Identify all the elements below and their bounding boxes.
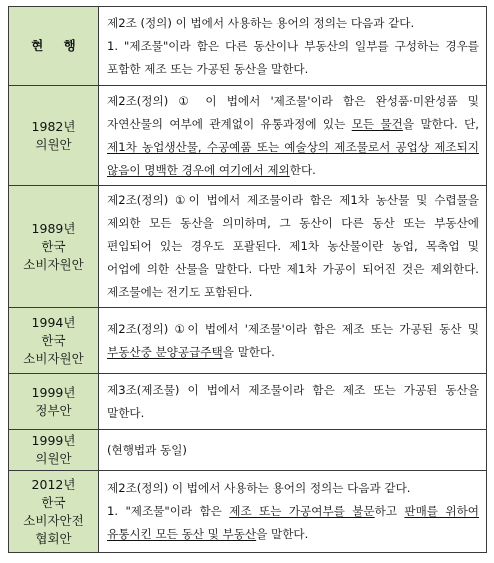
row-content-cell [99,186,487,308]
definition-paragraph [107,477,479,500]
comparison-table-container [8,6,487,553]
text-segment: 을 말한다. [256,527,309,541]
table-row [9,86,487,186]
row-label-cell [9,374,99,430]
text-segment: 제2조(정의) ① 이 법에서 '제조물'이라 함은 완성품·미완성품 및 자연산물의 여부에 관계없이 유통과정에 있는 [107,93,479,131]
table-row [9,374,487,430]
table-row [9,471,487,553]
definition-paragraph [107,189,479,304]
row-label-line: 소비자안전 [23,512,84,528]
text-segment: 을 말한다. 단, [402,116,479,131]
underlined-text-segment: 판매를 위하여 유통시킨 모든 동산 및 부동산 [107,504,479,541]
table-row [9,7,487,86]
row-label-line: 한국 [41,494,66,510]
row-label-line: 의원안 [35,451,72,466]
text-segment: 제2조(정의) 이 법에서 사용하는 용어의 정의는 다음과 같다. [107,481,411,495]
row-content-cell [99,7,487,86]
row-content-cell [99,471,487,553]
text-segment: 하고 [374,504,405,518]
row-label-cell [9,86,99,186]
row-label-line: 한국 [41,238,66,254]
row-label-cell [9,7,99,86]
row-label-line: 1999년 [31,433,76,448]
definition-paragraph [107,12,479,35]
definition-paragraph [107,379,479,425]
row-content-cell [99,374,487,430]
table-row [9,186,487,308]
text-segment: 제2조 (정의) 이 법에서 사용하는 용어의 정의는 다음과 같다. [107,15,415,30]
text-segment: 제3조(제조물) 이 법에서 제조물이라 함은 제조 또는 가공된 동산을 말한다. [107,382,479,420]
definition-paragraph [107,90,479,182]
row-label-cell [9,471,99,553]
row-label-line: 1994년 [31,314,76,330]
row-label-line: 1999년 [31,384,76,400]
underlined-text-segment: 모든 물건 [351,116,403,131]
definition-paragraph [107,500,479,546]
text-segment: 한다. [289,162,316,177]
row-label-line: 현 행 [31,38,84,53]
row-label-line: 1989년 [31,220,76,236]
row-content-cell [99,308,487,374]
text-segment: 을 말한다. [222,344,275,359]
definition-comparison-table [8,6,487,553]
underlined-text-segment: 제1차 농업생산물, 수공예품 또는 예술상의 제조물로서 공업상 제조되지 않음이 명백한 경우에 여기에서 제외 [107,139,479,177]
row-content-cell [99,430,487,471]
text-segment: 제2조(정의) ①이 법에서 제조물이라 함은 제1차 농산물 및 수렵물을 제외한 모든 동산을 의미하며, 그 동산이 다른 동산 또는 부동산에 편입되어 있는 경우도 포괄된다. 제1차 농산물이란 농업, 목축업 및 어업에 의한 산물을 말한다. 다만 제1차 가공이 되어진 것은 제외한다. 제조물에는 전기도 포함된다. [107,193,479,299]
row-label-line: 1982년 [31,118,76,134]
underlined-text-segment: 제조 또는 가공여부를 불문 [229,504,375,518]
row-label-line: 2012년 [31,476,76,492]
definition-paragraph [107,439,479,462]
text-segment: 1. "제조물"이라 함은 다른 동산이나 부동산의 일부를 구성하는 경우를 포함한 제조 또는 가공된 동산을 말한다. [107,38,479,76]
table-body [9,7,487,553]
text-segment: (현행법과 동일) [107,442,187,457]
table-row [9,430,487,471]
definition-paragraph [107,35,479,81]
row-label-cell [9,186,99,308]
row-content-cell [99,86,487,186]
row-label-line: 정부안 [35,402,72,418]
row-label-line: 한국 [41,332,66,348]
table-row [9,308,487,374]
row-label-line: 의원안 [35,136,72,152]
row-label-line: 소비자원안 [23,350,84,366]
definition-paragraph [107,318,479,364]
row-label-cell [9,308,99,374]
row-label-line: 협회안 [35,530,72,546]
text-segment: 제2조(정의) ①이 법에서 '제조물'이라 함은 제조 또는 가공된 동산 및 [107,321,479,336]
row-label-line: 소비자원안 [23,256,84,272]
underlined-text-segment: 부동산중 분양공급주택 [107,344,223,359]
text-segment: 1. "제조물"이라 함은 [107,504,230,518]
row-label-cell [9,430,99,471]
